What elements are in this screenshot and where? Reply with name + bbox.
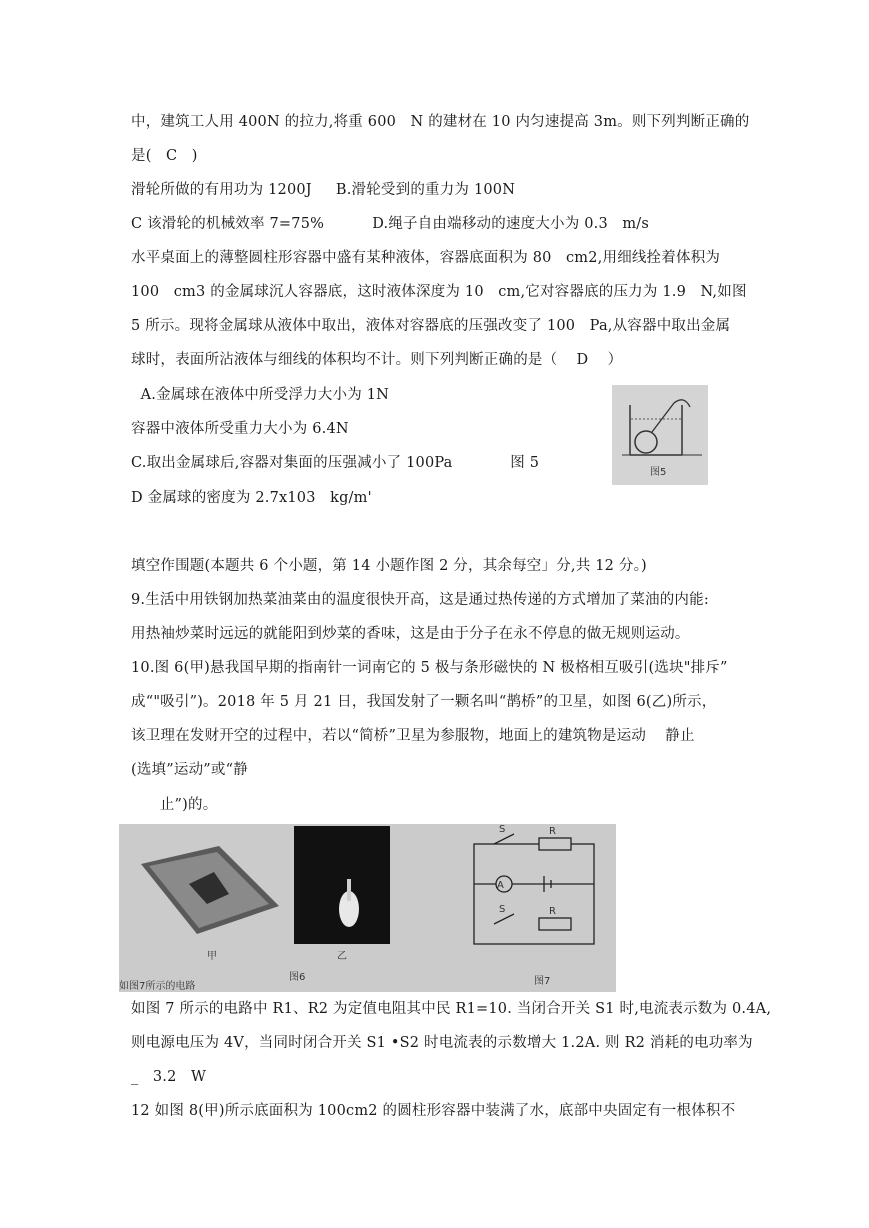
text-line-17: 成“"吸引”)。2018 年 5 月 21 日，我国发射了一颗名叫“鹊桥”的卫星，如图 6(乙)所示，: [131, 694, 717, 710]
text-line-9: A.金属球在液体中所受浮力大小为 1N: [131, 387, 390, 403]
r2-label: R: [549, 826, 556, 837]
figure-6-7-drawing: [119, 824, 616, 992]
text-line-24: 12 如图 8(甲)所示底面积为 100cm2 的圆柱形容器中装满了水，底部中央固定有一根体积不: [131, 1103, 736, 1119]
text-line-19: (选填”运动”或“静: [131, 762, 248, 778]
text-line-11: C.取出金属球后,容器对集面的压强减小了 100Pa 图 5: [131, 455, 540, 471]
text-line-5: 水平桌面上的薄整圆柱形容器中盛有某种液体，容器底面积为 80 cm2,用细线拴着体积为: [131, 250, 721, 266]
figure-bottom-text: 如图7所示的电路: [119, 981, 196, 992]
figure-5-caption: 图5: [650, 467, 667, 478]
text-line-14: 9.生活中用铁钢加热菜油菜由的温度很快开高，这是通过热传递的方式增加了菜油的内能:: [131, 592, 709, 608]
text-line-23: _ 3.2 W: [131, 1069, 207, 1085]
figure-6-7-strip: [119, 824, 616, 992]
text-line-15: 用热袖炒菜时远远的就能阳到炒菜的香味，这是由于分子在永不停息的做无规则运动。: [131, 626, 690, 642]
text-line-12: D 金属球的密度为 2.7x103 kg/m': [131, 490, 372, 506]
text-line-8: 球时，表面所沾液体与细线的体积均不计。则下列判断正确的是（ D ）: [131, 352, 623, 368]
s2-label: S: [499, 824, 506, 835]
text-line-18: 该卫理在发财开空的过程中，若以“简桥”卫星为参服物，地面上的建筑物是运动 静止: [131, 728, 695, 744]
s1-label: S: [499, 904, 506, 915]
text-line-2: 是( C ): [131, 148, 198, 164]
text-line-20: 止”)的。: [131, 797, 218, 813]
figure-7-caption: 图7: [534, 976, 551, 987]
figure-6-caption: 图6: [289, 972, 306, 983]
svg-text:乙: 乙: [337, 951, 347, 962]
r1-label: R: [549, 906, 556, 917]
text-line-4: C 该滑轮的机械效率 7=75% D.绳子自由端移动的速度大小为 0.3 m/s: [131, 216, 649, 232]
text-line-21: 如图 7 所示的电路中 R1、R2 为定值电阻其中民 R1=10. 当闭合开关 S1 时,电流表示数为 0.4A,: [131, 1001, 772, 1017]
text-line-1: 中，建筑工人用 400N 的拉力,将重 600 N 的建材在 10 内匀速提高 3m。则下列判断正确的: [131, 114, 750, 130]
text-line-22: 则电源电压为 4V，当同时闭合开关 S1 •S2 时电流表的示数增大 1.2A. 则 R2 消耗的电功率为: [131, 1035, 753, 1051]
text-line-3: 滑轮所做的有用功为 1200J B.滑轮受到的重力为 100N: [131, 182, 516, 198]
figure-5-drawing: [612, 385, 708, 485]
figure-6-yi: [294, 826, 390, 962]
figure-5: [612, 385, 708, 485]
text-line-7: 5 所示。现将金属球从液体中取出，液体对容器底的压强改变了 100 Pa,从容器中取出金属: [131, 318, 731, 334]
text-line-16: 10.图 6(甲)悬我国早期的指南针一词南它的 5 极与条形磁快的 N 极格相互吸引(选块"排斥”: [131, 660, 728, 676]
svg-text:甲: 甲: [207, 951, 217, 962]
text-line-10: 容器中液体所受重力大小为 6.4N: [131, 421, 349, 437]
text-line-13: 填空作围题(本题共 6 个小题，第 14 小题作图 2 分，其余每空」分,共 12 分。): [131, 558, 647, 574]
text-line-6: 100 cm3 的金属球沉人容器底，这时液体深度为 10 cm,它对容器底的压力为 1.9 N,如图: [131, 284, 747, 300]
ammeter-label: A: [497, 880, 504, 891]
